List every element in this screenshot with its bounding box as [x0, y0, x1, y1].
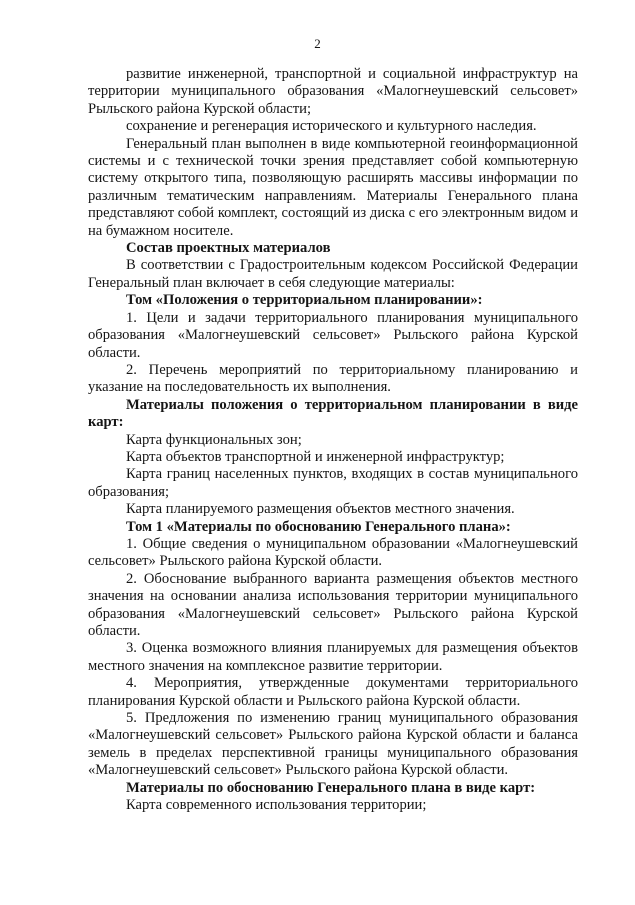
- list-item-general-info: 1. Общие сведения о муниципальном образовании «Малогнеушевский сельсовет» Рыльского района Курской области.: [88, 535, 578, 570]
- list-item-measures: 2. Перечень мероприятий по территориальному планированию и указание на последовательность их выполнения.: [88, 361, 578, 396]
- heading-provision-maps: Материалы положения о территориальном планировании в виде карт:: [88, 396, 578, 431]
- map-item-local-objects: Карта планируемого размещения объектов местного значения.: [126, 501, 515, 518]
- map-item-current-use: Карта современного использования территории;: [126, 797, 427, 814]
- paragraph-heritage: сохранение и регенерация исторического и культурного наследия.: [126, 118, 537, 135]
- heading-project-materials: Состав проектных материалов: [126, 240, 331, 257]
- map-item-functional-zones: Карта функциональных зон;: [126, 431, 302, 448]
- list-item-approved-measures: 4. Мероприятия, утвержденные документами территориального планирования Курской области и Рыльского района Курской области.: [88, 675, 578, 709]
- heading-justification-maps: Материалы по обоснованию Генерального плана в виде карт:: [126, 779, 536, 796]
- list-item-goals: 1. Цели и задачи территориального планирования муниципального образования «Малогнеушевский сельсовет» Рыльского района Курской области.: [88, 309, 578, 361]
- list-item-impact: 3. Оценка возможного влияния планируемых для размещения объектов местного значения на комплексное развитие территории.: [88, 640, 578, 674]
- document-body: [88, 66, 578, 814]
- paragraph-gis: Генеральный план выполнен в виде компьютерной геоинформационной системы и с технической точки зрения представляет собой компьютерную систему открытого типа, позволяющую расширять массивы информации по различным тематическим направлениям. Материалы Генерального плана представляют собой комплект, состоящий из диска с его электронным видом и на бумажном носителе.: [88, 135, 578, 239]
- map-item-boundaries: Карта границ населенных пунктов, входящих в состав муниципального образования;: [88, 466, 578, 500]
- page-number: 2: [314, 36, 321, 51]
- map-item-transport: Карта объектов транспортной и инженерной инфраструктур;: [126, 448, 505, 465]
- heading-volume-provisions: Том «Положения о территориальном планировании»:: [126, 292, 483, 309]
- paragraph-code: В соответствии с Градостроительным кодексом Российской Федерации Генеральный план включает в себя следующие материалы:: [88, 257, 578, 291]
- list-item-justification: 2. Обоснование выбранного варианта размещения объектов местного значения на основании анализа использования территории муниципального образования «Малогнеушевский сельсовет» Рыльского района Курской области.: [88, 570, 578, 639]
- list-item-boundary-changes: 5. Предложения по изменению границ муниципального образования «Малогнеушевский сельсовет» Рыльского района Курской области и баланса земель в пределах перспективной границы муниципального образования «Малогнеушевский сельсовет» Рыльского района Курской области.: [88, 710, 578, 779]
- paragraph-infrastructure: развитие инженерной, транспортной и социальной инфраструктур на территории муниципального образования «Малогнеушевский сельсовет» Рыльского района Курской области;: [88, 66, 578, 117]
- heading-volume-1: Том 1 «Материалы по обоснованию Генерального плана»:: [126, 518, 511, 535]
